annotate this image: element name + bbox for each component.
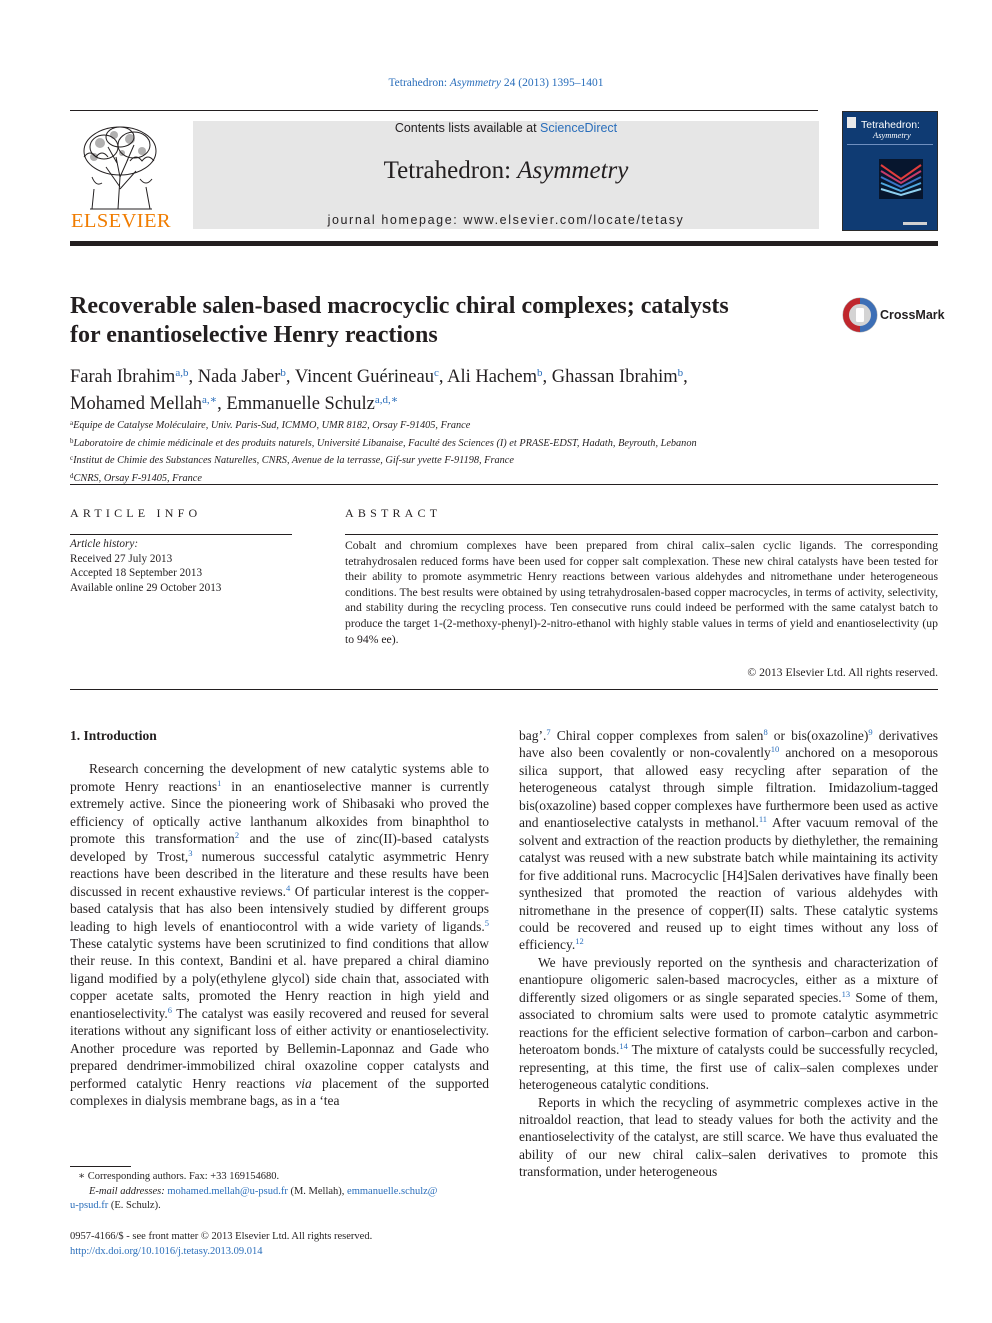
citation-volume: 24 (2013) 1395–1401 (501, 77, 604, 89)
author-separator: , (438, 367, 448, 387)
body-text: Some of them, associated to chromium salts were used to promote catalytic asymmetric reactions for the efficient selective formation of carbon–carbon and carbon-heteroatom bonds. (519, 989, 938, 1058)
history-accepted: Accepted 18 September 2013 (70, 567, 203, 579)
cover-footer-mark (903, 222, 927, 225)
abstract-copyright: © 2013 Elsevier Ltd. All rights reserved. (747, 666, 938, 679)
reference-link[interactable]: 6 (167, 1004, 172, 1015)
history-received: Received 27 July 2013 (70, 552, 173, 565)
article-history (70, 537, 300, 595)
citation-journal-italic: Asymmetry (449, 77, 501, 89)
body-text: The catalyst was easily recovered and reused for several iterations without any significant loss of either activity or enantioselectivity. Another procedure was reported by Bellemin-Laponnaz and Gade who prepared dendrimer-immobilized chiral oxazoline copper catalysts and performed catalytic Henry reactions (70, 1005, 489, 1091)
article-info-heading: ARTICLE INFO (70, 506, 202, 520)
body-text: The mixture of catalysts could be successfully recycled, representing, at this time, the first use of calix–salen complexes under heterogeneous catalytic conditions. (519, 1042, 938, 1093)
author-name[interactable]: Ghassan Ibrahim (551, 367, 678, 387)
cover-artwork (879, 159, 923, 199)
affiliation-rule (70, 484, 938, 485)
crossmark-icon[interactable] (842, 297, 878, 333)
email-owner: (M. Mellah), (287, 1185, 348, 1197)
body-left-column (70, 727, 489, 1110)
affiliation-text: Laboratoire de chimie médicinale et des produits naturels, Université Libanaise, Faculté des Sciences (I) et PRASE-EDST, Hadath, Beyrouth, Lebanon (73, 437, 697, 449)
author-separator: , (285, 367, 295, 387)
author-name[interactable]: Nada Jaber (197, 367, 281, 387)
affiliation-mark: d (70, 471, 74, 480)
journal-cover-thumbnail[interactable] (842, 111, 938, 231)
affiliation-text: Institut de Chimie des Substances Naturelles, CNRS, Avenue de la terrasse, Gif-sur yvette F-91198, France (73, 455, 514, 466)
email-note (70, 1185, 491, 1200)
body-text: numerous successful catalytic asymmetric Henry reactions have been described in the literature and these results have been discussed in recent exhaustive reviews. (70, 848, 489, 899)
article-title-line-2: for enantioselective Henry reactions (70, 322, 438, 348)
body-text: in an enantioselective manner is currently extremely active. Since the pioneering work of Shibasaki who proved the efficiency of optically active lanthanum alkoxides from binaphthol to promote this transformation (70, 778, 489, 847)
body-text: placement of the supported complexes in dialysis membrane bags, as in a ‘tea (70, 1075, 490, 1109)
email-link-mellah[interactable]: mohamed.mellah@u-psud.fr (167, 1185, 288, 1197)
author-separator: , (217, 394, 227, 414)
email-link-schulz[interactable]: emmanuelle.schulz@ (347, 1185, 438, 1197)
affiliation-item (70, 451, 930, 469)
body-text: Reports in which the recycling of asymmetric complexes active in the nitroaldol reaction, that lead to steady values for both the activity and the enantioselectivity of the catalyst, are still scarce. We have thus evaluated the ability of our new chiral calix–salen derivatives to promote this transformation, under heterogeneous (519, 1094, 938, 1180)
body-text: derivatives have also been covalently or non-covalently (519, 728, 939, 761)
body-text: and the use of zinc(II)-based catalysts developed by Trost, (70, 831, 489, 864)
body-paragraph (70, 760, 489, 1109)
affiliation-text: CNRS, Orsay F-91405, France (73, 472, 202, 484)
doi-link[interactable]: http://dx.doi.org/10.1016/j.tetasy.2013.09.014 (70, 1245, 263, 1257)
author-name[interactable]: Mohamed Mellah (70, 394, 203, 414)
body-paragraph (519, 954, 938, 1094)
article-title (70, 292, 810, 350)
author-affiliation-marks[interactable]: b (536, 367, 543, 379)
abstract-text: Cobalt and chromium complexes have been prepared from chiral calix–salen cyclic ligands. The corresponding tetrahydrosalen reduced forms have been used for copper salt complexation. These new chiral catalysts have been tested for their ability to promote asymmetric Henry reactions between various aldehydes and nitromethane under heterogeneous conditions. The best results were obtained by using tetrahydrosalen-based copper macrocycles, in terms of activity, selectivity, and stability during the recycling process. Ten consecutive runs could indeed be performed with the same catalyst batch to produce the target 1-(2-methoxy-phenyl)-2-nitro-ethanol with highly stable values in terms of yield and enantioselectivity (up to 94% ee). (345, 539, 938, 646)
affiliation-mark: c (70, 454, 74, 462)
article-title-line-1: Recoverable salen-based macrocyclic chiral complexes; catalysts (70, 293, 729, 319)
body-text: These catalytic systems have been scrutinized to find conditions that allow their reuse. In this context, Bandini et al. have prepared a chiral diamino ligand modified by a poly(ethylene glycol) side chain that, associated with copper acetate salts, promoted the Henry reaction in high yield and enantioselectivity. (70, 935, 489, 1021)
body-text: anchored on a mesoporous silica support, that allowed easy recycling after separation of the heterogeneous catalyst through simple filtration. Imidazolium-tagged bis(oxazoline) based copper complexes have furthermore been used as active and enantioselective catalysts in methanol. (519, 745, 938, 831)
reference-link[interactable]: 2 (234, 830, 240, 841)
author-name[interactable]: Ali Hachem (447, 367, 537, 387)
author-list (70, 362, 830, 416)
author-affiliation-marks[interactable]: b (677, 367, 684, 379)
email-note-continued (70, 1199, 491, 1214)
reference-link[interactable]: 11 (758, 814, 768, 825)
email-label: E-mail addresses: (89, 1185, 168, 1197)
footnotes (70, 1170, 491, 1214)
author-separator: , (188, 367, 198, 387)
contents-line (193, 121, 819, 135)
sciencedirect-link[interactable]: ScienceDirect (540, 121, 618, 135)
affiliation-item (70, 434, 930, 452)
body-text: We have previously reported on the synthesis and characterization of enantiopure oligomeric salen-based macrocycles, either as a mixture of differently sized oligomers or as single separated species. (519, 954, 938, 1005)
header-thick-rule (70, 241, 938, 246)
elsevier-wordmark: ELSEVIER (71, 210, 171, 232)
article-info-rule (70, 534, 292, 535)
email-owner: (E. Schulz). (108, 1200, 161, 1211)
affiliation-text: Equipe de Catalyse Moléculaire, Univ. Paris-Sud, ICMMO, UMR 8182, Orsay F-91405, France (73, 420, 471, 431)
body-text: After vacuum removal of the solvent and extraction of the reaction products by diethylether, the remaining catalyst was reused with a new substrate batch while maintaining its activity for five additional runs. Macrocyclic [H4]Salen derivatives have finally been synthesized that promoted the reaction of various aldehydes with nitromethane in the presence of copper(II) salts. These catalytic systems could be recovered and reused up to eight times without any loss of efficiency. (519, 815, 938, 953)
author-affiliation-marks[interactable]: b (280, 367, 286, 379)
author-name[interactable]: Farah Ibrahim (70, 367, 176, 387)
corresponding-text: Corresponding authors. Fax: +33 169154680. (85, 1171, 280, 1182)
author-affiliation-marks[interactable]: c (433, 367, 439, 379)
reference-link[interactable]: 1 (217, 777, 222, 788)
corresponding-author-note (70, 1170, 491, 1185)
author-affiliation-marks[interactable]: a,d,∗ (374, 394, 399, 406)
reference-link[interactable]: 9 (868, 727, 873, 737)
body-right-column (519, 727, 938, 1181)
reference-link[interactable]: 13 (841, 988, 851, 999)
footnote-star: ∗ (78, 1171, 86, 1182)
reference-link[interactable]: 5 (484, 917, 489, 928)
body-text: or bis(oxazoline) (767, 728, 869, 743)
body-text: bag’. (519, 728, 547, 743)
header-rule (70, 110, 818, 111)
body-text: Of particular interest is the copper-based catalysis that has also been intensively studied by different groups leading to high levels of enantiocontrol with a wide variety of ligands. (70, 883, 490, 934)
crossmark-label[interactable]: CrossMark (880, 308, 945, 322)
homepage-url[interactable]: www.elsevier.com/locate/tetasy (463, 213, 685, 227)
body-text: Chiral copper complexes from salen (550, 728, 764, 743)
cover-title: Tetrahedron: (861, 119, 920, 131)
abstract-rule (345, 534, 938, 535)
reference-link[interactable]: 10 (770, 744, 780, 755)
reference-link[interactable]: 3 (188, 847, 193, 858)
author-separator: , (542, 367, 552, 387)
body-paragraph (519, 727, 938, 954)
reference-link[interactable]: 12 (575, 936, 584, 947)
reference-link[interactable]: 14 (619, 1041, 628, 1052)
reference-link[interactable]: 8 (763, 727, 768, 737)
history-label: Article history: (70, 538, 139, 550)
history-online: Available online 29 October 2013 (70, 581, 222, 594)
journal-homepage (193, 213, 819, 227)
reference-link[interactable]: 7 (546, 727, 551, 737)
homepage-prefix: journal homepage: (327, 213, 464, 227)
affiliation-item (70, 416, 930, 434)
section-heading-introduction: 1. Introduction (70, 728, 157, 743)
journal-citation[interactable] (0, 77, 992, 89)
affiliation-mark: a (70, 419, 74, 427)
journal-name-part: Tetrahedron: (383, 157, 518, 184)
author-separator: , (683, 367, 688, 387)
body-text-italic: via (295, 1075, 312, 1091)
author-affiliation-marks[interactable]: a,b (175, 367, 189, 379)
contents-prefix: Contents lists available at (394, 121, 541, 135)
cover-divider (847, 144, 933, 145)
body-paragraph (519, 1094, 938, 1181)
body-text: Research concerning the development of new catalytic systems able to promote Henry reactions (70, 761, 489, 794)
journal-name-italic: Asymmetry (517, 157, 629, 184)
affiliation-list (70, 416, 930, 486)
page-footer (70, 1230, 570, 1259)
author-affiliation-marks[interactable]: a,∗ (202, 394, 218, 406)
cover-publisher-badge (847, 117, 856, 128)
footnote-rule (70, 1166, 131, 1167)
issn-line: 0957-4166/$ - see front matter © 2013 Elsevier Ltd. All rights reserved. (70, 1231, 373, 1242)
author-name[interactable]: Vincent Guérineau (294, 367, 434, 387)
cover-subtitle: Asymmetry (873, 130, 911, 140)
abstract-bottom-rule (70, 689, 938, 690)
affiliation-mark: b (70, 436, 74, 445)
email-link-schulz-continued[interactable]: u-psud.fr (70, 1200, 109, 1211)
author-name[interactable]: Emmanuelle Schulz (226, 394, 375, 414)
abstract-heading: ABSTRACT (345, 506, 442, 520)
citation-journal: Tetrahedron: (388, 77, 450, 89)
journal-name (193, 157, 819, 185)
reference-link[interactable]: 4 (286, 882, 291, 893)
